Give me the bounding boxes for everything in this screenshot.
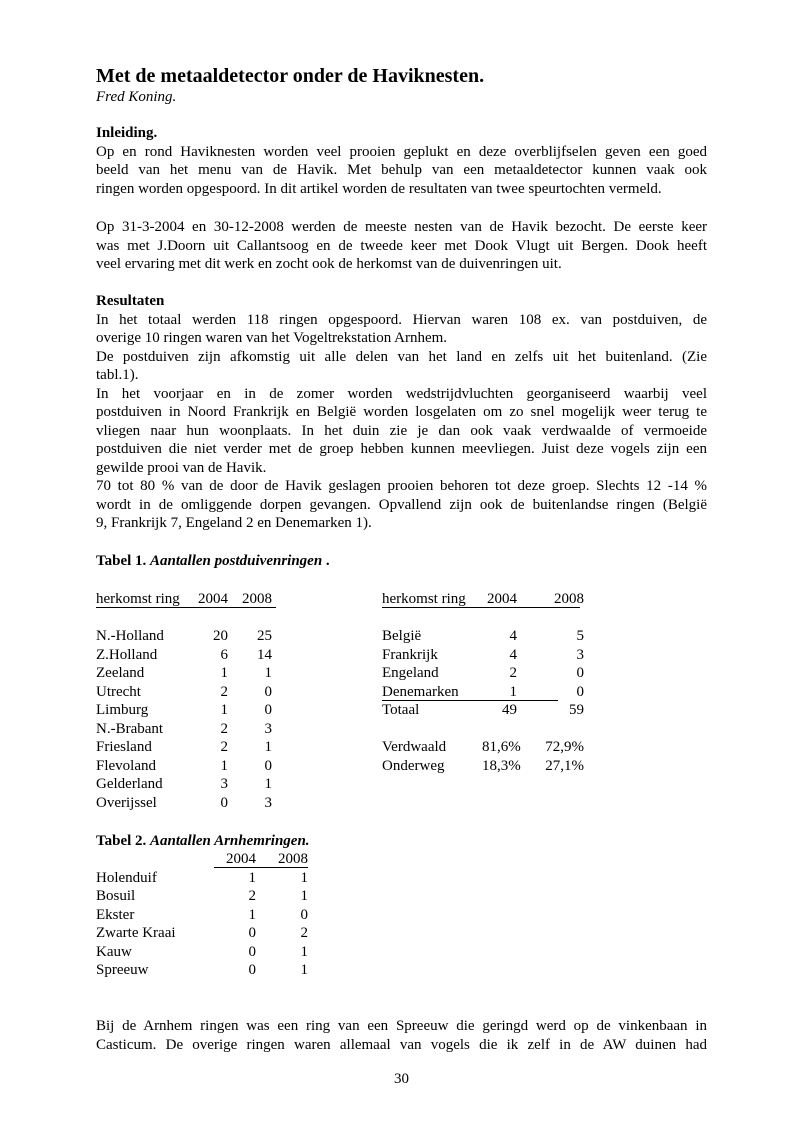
- row-value: 1: [264, 739, 272, 755]
- paragraph-line: veel ervaring met dit werk en zocht ook de herkomst van de duivenringen uit.: [96, 256, 562, 272]
- row-value: 5: [576, 628, 584, 644]
- paragraph-line: In het totaal werden 118 ringen opgespoord. Hiervan waren 108 ex. van postduiven, de: [96, 311, 707, 328]
- table-header-row: [382, 590, 602, 609]
- table-row: [382, 720, 602, 739]
- row-label: Totaal: [382, 702, 420, 718]
- row-value: 1: [220, 702, 228, 718]
- table-row: [382, 627, 602, 646]
- row-value: 6: [220, 646, 228, 663]
- table-row: [96, 683, 296, 702]
- row-value: 1: [300, 869, 308, 886]
- row-value: 2: [220, 739, 228, 755]
- table-row: [96, 757, 296, 776]
- paragraph-line: vliegen naar hun woonplaats. In het duin zie je dan ook vaak verdwaalde of vermoeide: [96, 422, 707, 439]
- table-header-cell: herkomst ring: [96, 591, 180, 607]
- row-label: N.-Holland: [96, 628, 164, 644]
- row-value: 27,1%: [545, 757, 584, 774]
- row-label: Flevoland: [96, 757, 156, 774]
- table-row: [96, 869, 316, 888]
- row-value: 49: [502, 702, 517, 718]
- paragraph-line: De postduiven zijn afkomstig uit alle delen van het land en zelfs uit het buitenland. (Zie: [96, 348, 707, 365]
- paragraph-line: tabl.1).: [96, 367, 139, 383]
- article-author: Fred Koning.: [96, 89, 177, 105]
- table-header-cell: 2004: [487, 591, 517, 607]
- row-value: 2: [220, 683, 228, 700]
- row-value: 0: [576, 683, 584, 700]
- closing-paragraph: [96, 1017, 707, 1054]
- row-value: 4: [509, 628, 517, 644]
- row-value: 0: [248, 925, 256, 941]
- paragraph-line: Op 31-3-2004 en 30-12-2008 werden de meeste nesten van de Havik bezocht. De eerste keer: [96, 219, 707, 235]
- row-label: Denemarken: [382, 683, 459, 700]
- paragraph-line: Op en rond Haviknesten worden veel prooien geplukt en deze overblijfselen geven een goed: [96, 143, 707, 160]
- table-row: [382, 683, 602, 702]
- table1-left: [96, 590, 296, 812]
- table-row: [96, 738, 296, 757]
- table-header-cell: 2004: [226, 851, 256, 867]
- row-label: Zeeland: [96, 665, 145, 681]
- table2-caption: [96, 832, 310, 851]
- row-label: Gelderland: [96, 776, 163, 792]
- row-value: 1: [300, 962, 308, 978]
- row-value: 59: [569, 702, 584, 718]
- table-row: [96, 794, 296, 813]
- table-row: [96, 664, 296, 683]
- row-value: 0: [300, 906, 308, 923]
- row-label: Overijssel: [96, 794, 157, 811]
- table-header-cell: 2008: [278, 851, 308, 867]
- table1-right: [382, 590, 602, 775]
- table-header-row: [96, 850, 316, 869]
- row-label: N.-Brabant: [96, 720, 164, 737]
- row-value: 0: [576, 665, 584, 681]
- row-label: Engeland: [382, 665, 439, 681]
- table-header-cell: 2008: [554, 591, 584, 607]
- paragraph-line: ringen worden opgespoord. In dit artikel worden de resultaten van twee speurtochten vermeld.: [96, 180, 662, 197]
- row-value: 2: [509, 665, 517, 681]
- row-label: België: [382, 628, 422, 644]
- table-row: [96, 646, 296, 665]
- row-value: 2: [220, 720, 228, 737]
- paragraph-line: 70 tot 80 % van de door de Havik geslagen prooien behoren tot deze groep. Slechts 12 -14 %: [96, 478, 707, 494]
- table1-caption: [96, 552, 330, 571]
- results-section: [96, 292, 707, 533]
- row-label: Kauw: [96, 943, 132, 960]
- row-value: 20: [213, 628, 228, 644]
- row-label: Bosuil: [96, 888, 136, 904]
- row-value: 0: [248, 962, 256, 978]
- row-value: 18,3%: [482, 757, 521, 774]
- row-label: Limburg: [96, 702, 149, 718]
- table2-caption-title: Aantallen Arnhemringen.: [150, 833, 310, 849]
- row-value: 1: [300, 943, 308, 960]
- row-value: 1: [248, 906, 256, 923]
- spacer: [382, 609, 602, 628]
- intro-paragraph-2: [96, 218, 707, 274]
- row-value: 1: [220, 757, 228, 774]
- row-value: 0: [264, 757, 272, 774]
- paragraph-line: 9, Frankrijk 7, Engeland 2 en Denemarken 1).: [96, 515, 372, 531]
- results-paragraph: [96, 311, 707, 533]
- table1-caption-label: Tabel 1: [96, 553, 143, 569]
- table-row: [382, 701, 602, 720]
- row-value: 3: [220, 776, 228, 792]
- table-header-row: [96, 590, 296, 609]
- table-header-cell: 2004: [198, 591, 228, 607]
- row-label: Verdwaald: [382, 739, 447, 755]
- paragraph-line: Bij de Arnhem ringen was een ring van een Spreeuw die geringd werd op de vinkenbaan in: [96, 1018, 707, 1034]
- paragraph-line: was met J.Doorn uit Callantsoog en de tweede keer met Dook Vlugt uit Bergen. Dook heeft: [96, 237, 707, 254]
- row-value: 1: [509, 683, 517, 700]
- row-value: 72,9%: [545, 739, 584, 755]
- table-row: [96, 720, 296, 739]
- row-value: 3: [264, 794, 272, 811]
- table-header-cell: 2008: [242, 591, 272, 607]
- row-value: 1: [220, 665, 228, 681]
- row-value: 4: [509, 646, 517, 663]
- table-row: [382, 738, 602, 757]
- table-row: [96, 775, 296, 794]
- table-row: [96, 961, 316, 980]
- paragraph-line: postduiven die niet verder met de groep hebben kunnen meevliegen. Juist deze vogels zijn een: [96, 441, 707, 457]
- row-value: 3: [264, 720, 272, 737]
- row-value: 0: [264, 702, 272, 718]
- table-header-cell: herkomst ring: [382, 591, 466, 607]
- table2-caption-sep: .: [142, 833, 151, 849]
- page-number: 30: [394, 1071, 409, 1087]
- row-label: Z.Holland: [96, 646, 158, 663]
- row-label: Utrecht: [96, 683, 141, 700]
- row-value: 2: [248, 888, 256, 904]
- row-value: 25: [257, 628, 272, 644]
- table-row: [96, 887, 316, 906]
- table-row: [96, 627, 296, 646]
- article-title: Met de metaaldetector onder de Haviknesten.: [96, 65, 485, 87]
- row-label: Spreeuw: [96, 962, 149, 978]
- paragraph-line: overige 10 ringen waren van het Vogeltrekstation Arnhem.: [96, 330, 448, 346]
- row-label: Zwarte Kraai: [96, 925, 176, 941]
- intro-section: [96, 124, 707, 198]
- row-label: Friesland: [96, 739, 152, 755]
- table1-caption-end: .: [322, 553, 330, 569]
- row-value: 81,6%: [482, 739, 521, 755]
- row-value: 0: [220, 794, 228, 811]
- row-value: 3: [576, 646, 584, 663]
- table-row: [382, 664, 602, 683]
- table-row: [96, 924, 316, 943]
- table-row: [382, 646, 602, 665]
- row-value: 1: [300, 888, 308, 904]
- paragraph-line: postduiven in Noord Frankrijk en België worden losgelaten om zo snel mogelijk weer terug te: [96, 404, 707, 420]
- paragraph-line: beeld van het menu van de Havik. Met behulp van een metaaldetector kunnen vaak ook: [96, 162, 707, 178]
- results-heading: Resultaten: [96, 293, 165, 309]
- table-row: [382, 757, 602, 776]
- row-label: Holenduif: [96, 869, 157, 886]
- table-row: [96, 701, 296, 720]
- row-value: 14: [257, 646, 272, 663]
- paragraph-line: In het voorjaar en in de zomer worden wedstrijdvluchten georganiseerd waarbij veel: [96, 385, 707, 402]
- row-value: 1: [264, 665, 272, 681]
- row-label: Ekster: [96, 906, 135, 923]
- table-row: [96, 906, 316, 925]
- row-value: 1: [264, 776, 272, 792]
- paragraph-line: wordt in de omliggende dorpen gevangen. Opvallend zijn ook de buitenlandse ringen (België: [96, 496, 707, 513]
- table-row: [96, 943, 316, 962]
- row-label: Frankrijk: [382, 646, 438, 663]
- table2: [96, 850, 316, 980]
- table1-caption-sep: .: [142, 553, 151, 569]
- intro-heading: Inleiding.: [96, 125, 158, 141]
- paragraph-line: Casticum. De overige ringen waren allemaal van vogels die ik zelf in de AW duinen had: [96, 1036, 707, 1053]
- row-value: 1: [248, 869, 256, 886]
- row-value: 0: [248, 943, 256, 960]
- row-label: Onderweg: [382, 757, 445, 774]
- table2-caption-label: Tabel 2: [96, 833, 143, 849]
- table1-caption-title: Aantallen postduivenringen: [150, 553, 323, 569]
- row-value: 2: [300, 925, 308, 941]
- row-value: 0: [264, 683, 272, 700]
- paragraph-line: gewilde prooi van de Havik.: [96, 459, 267, 476]
- spacer: [96, 609, 296, 628]
